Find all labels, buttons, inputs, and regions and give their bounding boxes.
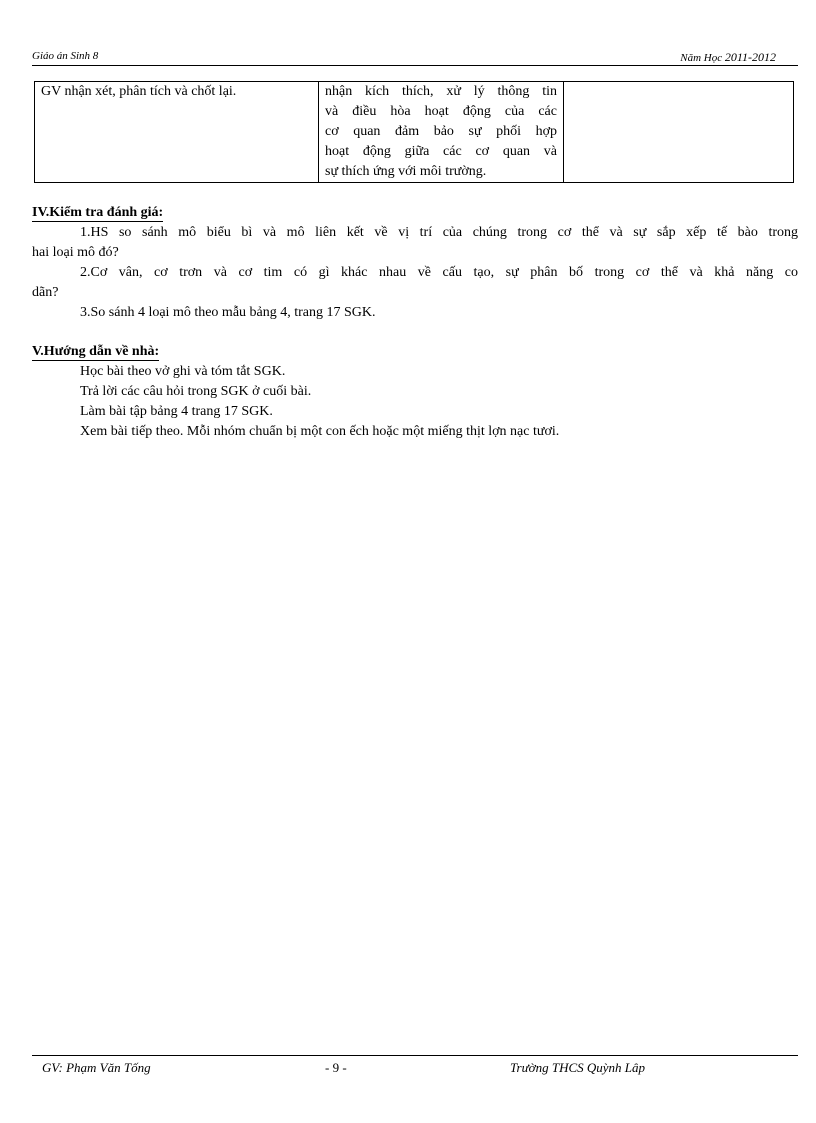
footer-teacher: GV: Phạm Văn Tống — [42, 1060, 151, 1075]
header-year-value: 2011-2012 — [724, 50, 776, 64]
lesson-table — [34, 81, 794, 183]
homework-item: Học bài theo vở ghi và tóm tắt SGK. — [80, 364, 286, 379]
content-line: và điều hòa hoạt động của các — [325, 104, 557, 119]
header-subject: Giáo án Sinh 8 — [32, 50, 99, 62]
content-line: sự thích ứng với môi trường. — [325, 164, 487, 179]
section-assessment-title: IV.Kiểm tra đánh giá: — [32, 205, 164, 220]
homework-item: Trả lời các câu hỏi trong SGK ở cuối bài. — [80, 384, 312, 399]
page-header — [32, 48, 798, 66]
assessment-item: 2.Cơ vân, cơ trơn và cơ tim có gì khác nhau về cấu tạo, sự phân bố trong cơ thể và khả năng co — [80, 265, 798, 280]
content-line: hoạt động giữa các cơ quan và — [325, 144, 557, 159]
header-school-year — [680, 50, 776, 65]
assessment-item: hai loại mô đó? — [32, 245, 119, 260]
content-line: cơ quan đảm bảo sự phối hợp — [325, 124, 557, 139]
footer-page-number: - 9 - — [325, 1060, 347, 1075]
section-assessment — [32, 203, 798, 323]
table-cell-empty — [564, 82, 794, 183]
section-homework-title: V.Hướng dẫn về nhà: — [32, 344, 160, 359]
section-homework — [32, 342, 798, 442]
footer-school: Trường THCS Quỳnh Lâp — [510, 1060, 646, 1075]
table-cell-teacher-activity: GV nhận xét, phân tích và chốt lại. — [35, 82, 319, 183]
table-row — [35, 82, 794, 183]
homework-item: Làm bài tập bảng 4 trang 17 SGK. — [80, 404, 273, 419]
assessment-item: 3.So sánh 4 loại mô theo mẫu bảng 4, trang 17 SGK. — [80, 305, 376, 320]
header-year-label: Năm Học — [680, 52, 723, 64]
assessment-item: 1.HS so sánh mô biểu bì và mô liên kết về vị trí của chúng trong cơ thể và sự sắp xếp tế bào trong — [80, 225, 798, 240]
table-cell-content — [319, 82, 564, 183]
content-line: nhận kích thích, xử lý thông tin — [325, 84, 557, 99]
page-footer — [32, 1055, 798, 1078]
assessment-item: dãn? — [32, 285, 59, 300]
homework-item: Xem bài tiếp theo. Mỗi nhóm chuẩn bị một con ếch hoặc một miếng thịt lợn nạc tươi. — [80, 424, 560, 439]
